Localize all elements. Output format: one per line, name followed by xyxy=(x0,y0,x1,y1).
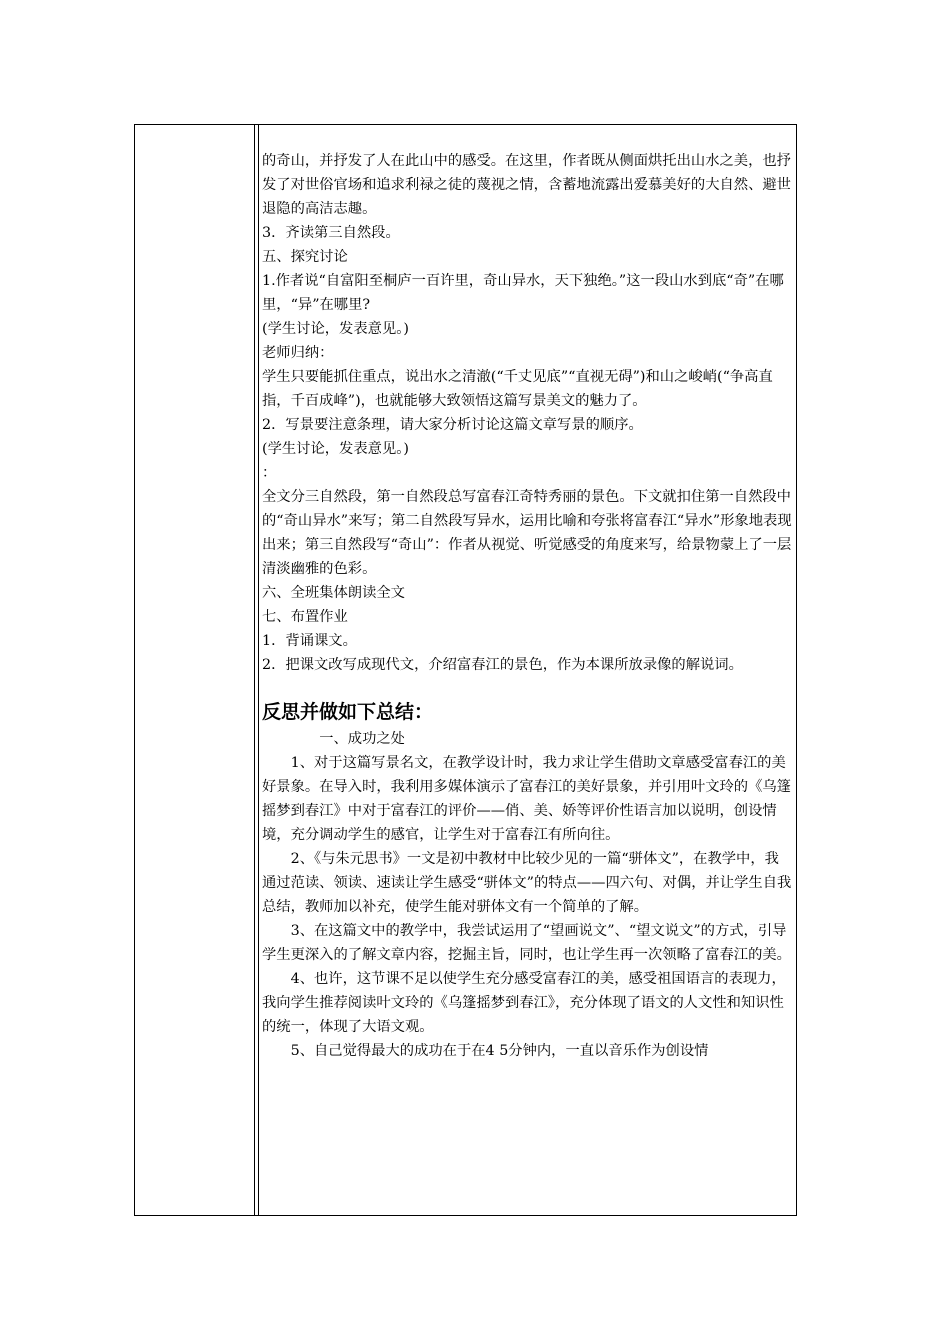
reflection-section-title: 一、成功之处 xyxy=(319,731,405,747)
section-title: 六、全班集体朗读全文 xyxy=(262,585,405,601)
lesson-content xyxy=(262,149,792,1063)
question: 1.作者说“自富阳至桐庐一百许里，奇山异水，天下独绝。”这一段山水到底“奇”在哪里，“异”在哪里? xyxy=(262,273,784,313)
reflection-item: 3、在这篇文中的教学中，我尝试运用了“望画说文”、“望文说文”的方式，引导学生更深入的了解文章内容，挖掘主旨，同时，也让学生再一次领略了富春江的美。 xyxy=(262,923,791,963)
column-divider-inner xyxy=(258,125,259,1215)
reflection-item: 5、自己觉得最大的成功在于在4 5分钟内，一直以音乐作为创设情 xyxy=(290,1043,709,1059)
paragraph: 2．把课文改写成现代文，介绍富春江的景色，作为本课所放录像的解说词。 xyxy=(262,657,743,673)
section-title: 七、布置作业 xyxy=(262,609,348,625)
paragraph: 3．齐读第三自然段。 xyxy=(262,225,400,241)
reflection-item: 1、对于这篇写景名文，在教学设计时，我力求让学生借助文章感受富春江的美好景象。在导入时，我利用多媒体演示了富春江的美好景象，并引用叶文玲的《乌篷摇梦到春江》中对于富春江的评价——俏、美、娇等评价性语言加以说明，创设情境，充分调动学生的感官，让学生对于富春江有所向往。 xyxy=(262,755,791,843)
paragraph: 的奇山，并抒发了人在此山中的感受。在这里，作者既从侧面烘托出山水之美，也抒发了对世俗官场和追求利禄之徒的蔑视之情，含蓄地流露出爱慕美好的大自然、避世退隐的高洁志趣。 xyxy=(262,153,791,217)
paragraph: ： xyxy=(262,465,277,481)
paragraph: (学生讨论，发表意见。) xyxy=(262,441,409,457)
section-title: 五、探究讨论 xyxy=(262,249,348,265)
reflection-heading: 反思并做如下总结： xyxy=(262,701,434,723)
paragraph: 学生只要能抓住重点，说出水之清澈(“千丈见底”“直视无碍”)和山之峻峭(“争高直指，千百成峰”)，也就能够大致领悟这篇写景美文的魅力了。 xyxy=(262,369,773,409)
column-divider xyxy=(254,125,255,1215)
paragraph: 老师归纳： xyxy=(262,345,334,361)
question: 2．写景要注意条理，请大家分析讨论这篇文章写景的顺序。 xyxy=(262,417,643,433)
paragraph: 全文分三自然段，第一自然段总写富春江奇特秀丽的景色。下文就扣住第一自然段中的“奇山异水”来写；第二自然段写异水，运用比喻和夸张将富春江“异水”形象地表现出来；第三自然段写“奇山”：作者从视觉、听觉感受的角度来写，给景物蒙上了一层清淡幽雅的色彩。 xyxy=(262,489,792,577)
reflection-item: 4、也许，这节课不足以使学生充分感受富春江的美，感受祖国语言的表现力，我向学生推荐阅读叶文玲的《乌篷摇梦到春江》，充分体现了语文的人文性和知识性的统一，体现了大语文观。 xyxy=(262,971,786,1035)
reflection-item: 2、《与朱元思书》一文是初中教材中比较少见的一篇“骈体文”，在教学中，我通过范读、领读、速读让学生感受“骈体文”的特点——四六句、对偶，并让学生自我总结，教师加以补充，使学生能对骈体文有一个简单的了解。 xyxy=(262,851,792,915)
paragraph: (学生讨论，发表意见。) xyxy=(262,321,409,337)
paragraph: 1．背诵课文。 xyxy=(262,633,357,649)
lesson-table xyxy=(134,124,797,1216)
